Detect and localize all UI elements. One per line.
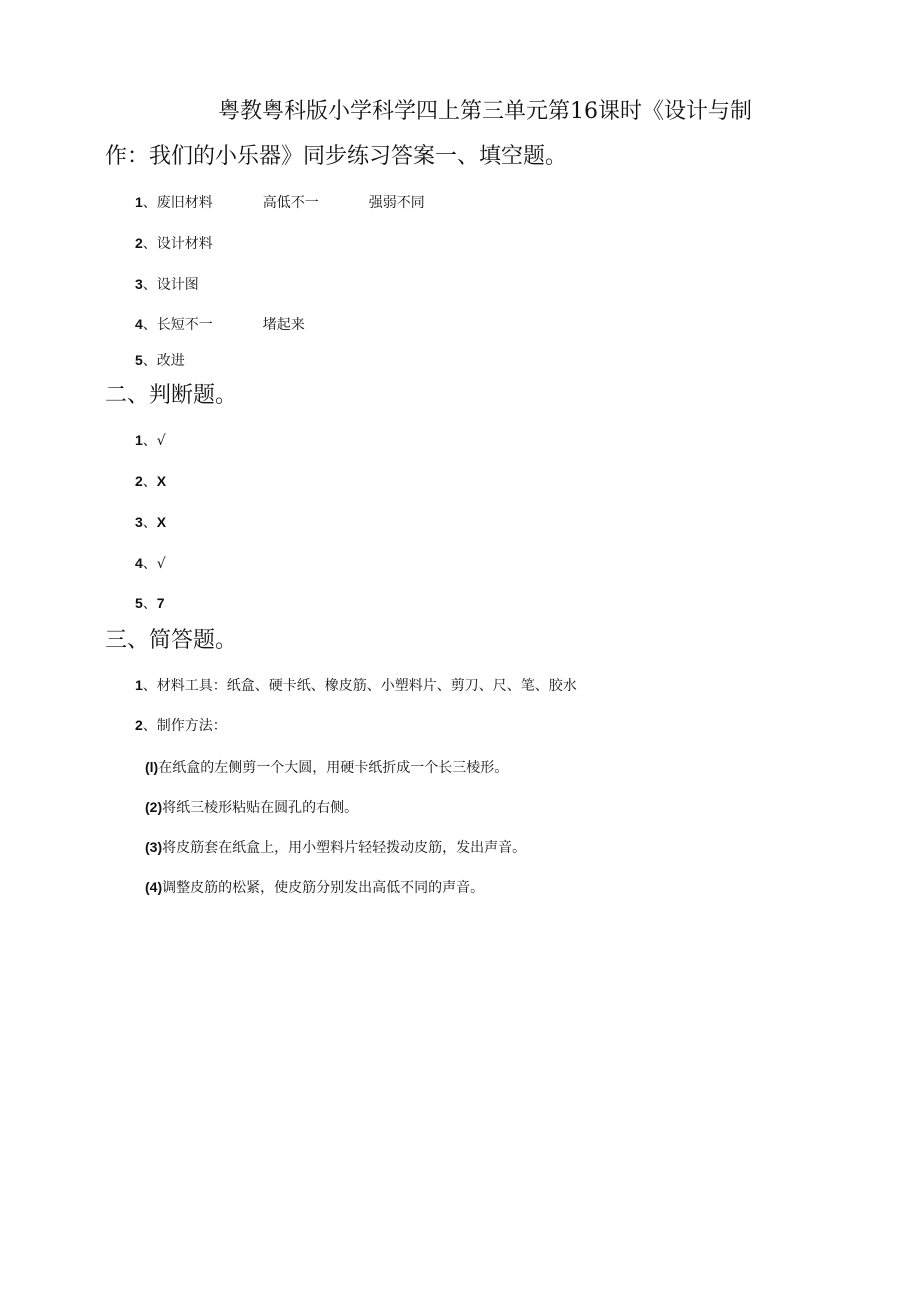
- step-label: (3): [145, 839, 163, 855]
- answer: √: [156, 433, 166, 449]
- item-separator: 、: [142, 195, 157, 211]
- item-separator: 、: [142, 353, 157, 369]
- answer: 高低不一: [262, 195, 319, 211]
- item-separator: 、: [142, 317, 157, 333]
- answer: 设计图: [156, 277, 199, 293]
- item-number: 2: [135, 235, 143, 251]
- answer: √: [156, 556, 166, 572]
- true-false-item-1: [135, 430, 166, 451]
- step-label: (2): [145, 799, 163, 815]
- item-number: 5: [135, 352, 143, 368]
- section-heading-short-answer: 三、简答题。: [105, 628, 238, 653]
- answer: 堵起来: [262, 317, 305, 333]
- true-false-item-3: [135, 512, 166, 533]
- answer: X: [156, 473, 167, 489]
- fill-blank-item-5: [135, 350, 185, 371]
- step-label: (l): [145, 759, 159, 775]
- answer-text: 材料工具：纸盒、硬卡纸、橡皮筋、小塑料片、剪刀、尺、笔、胶水: [156, 678, 577, 694]
- short-answer-item-2: [135, 715, 227, 736]
- item-number: 3: [135, 514, 143, 530]
- item-separator: 、: [142, 556, 157, 572]
- item-separator: 、: [142, 678, 157, 694]
- step-label: (4): [145, 879, 163, 895]
- item-number: 4: [135, 555, 143, 571]
- step-text: 调整皮筋的松紧，使皮筋分别发出高低不同的声音。: [162, 880, 485, 896]
- step-text: 将皮筋套在纸盒上，用小塑料片轻轻拨动皮筋，发出声音。: [162, 840, 527, 856]
- item-number: 2: [135, 717, 143, 733]
- item-number: 1: [135, 194, 143, 210]
- answer: 改进: [156, 353, 185, 369]
- true-false-item-2: [135, 471, 166, 492]
- answer: 强弱不同: [368, 195, 425, 211]
- method-step-1: [145, 757, 508, 778]
- item-separator: 、: [142, 515, 157, 531]
- item-separator: 、: [142, 277, 157, 293]
- section-heading-true-false: 二、判断题。: [105, 383, 238, 408]
- item-separator: 、: [142, 718, 157, 734]
- item-number: 4: [135, 316, 143, 332]
- short-answer-item-1: [135, 675, 577, 696]
- answer: 7: [156, 595, 165, 611]
- step-text: 在纸盒的左侧剪一个大圆，用硬卡纸折成一个长三棱形。: [158, 760, 509, 776]
- item-separator: 、: [142, 236, 157, 252]
- title-line-2: 作：我们的小乐器》同步练习答案一、填空题。: [105, 144, 568, 169]
- true-false-item-4: [135, 553, 166, 574]
- item-separator: 、: [142, 596, 157, 612]
- answer-text: 制作方法：: [156, 718, 227, 734]
- answer: X: [156, 514, 167, 530]
- true-false-item-5: [135, 593, 165, 614]
- answer: 长短不一: [156, 317, 213, 333]
- item-number: 1: [135, 677, 143, 693]
- item-separator: 、: [142, 474, 157, 490]
- item-number: 3: [135, 276, 143, 292]
- item-number: 1: [135, 432, 143, 448]
- answer: 废旧材料: [156, 195, 213, 211]
- fill-blank-item-4: [135, 314, 305, 335]
- item-number: 5: [135, 595, 143, 611]
- fill-blank-item-2: [135, 233, 213, 254]
- method-step-4: [145, 877, 484, 898]
- item-separator: 、: [142, 433, 157, 449]
- fill-blank-item-1: [135, 192, 425, 213]
- method-step-2: [145, 797, 358, 818]
- method-step-3: [145, 837, 526, 858]
- item-number: 2: [135, 473, 143, 489]
- answer: 设计材料: [156, 236, 213, 252]
- fill-blank-item-3: [135, 274, 199, 295]
- step-text: 将纸三棱形粘贴在圆孔的右侧。: [162, 800, 359, 816]
- title-line-1: 粤教粤科版小学科学四上第三单元第16课时《设计与制: [218, 99, 752, 124]
